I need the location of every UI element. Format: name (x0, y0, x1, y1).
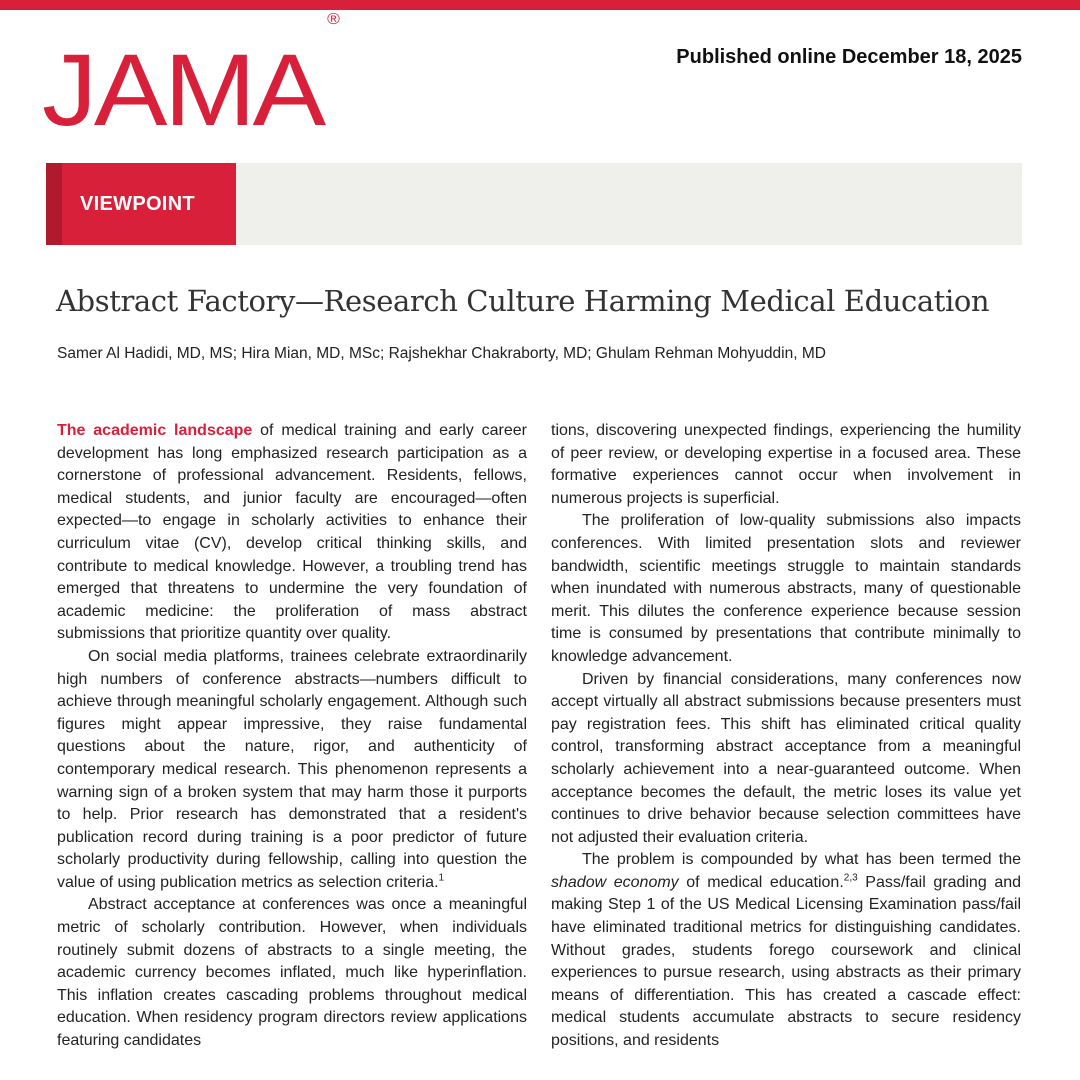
reference-superscript: 2,3 (843, 872, 858, 884)
article-authors: Samer Al Hadidi, MD, MS; Hira Mian, MD, MSc; Rajshekhar Chakraborty, MD; Ghulam Rehman Mohyuddin, MD (57, 345, 826, 362)
paragraph-text: The problem is compounded by what has been termed the (582, 851, 1021, 869)
paragraph-text: On social media platforms, trainees celebrate extraordinarily high numbers of conference abstracts—numbers difficult to achieve through meaningful scholarly engagement. Although such figures might appear impressive, they raise fundamental questions about the nature, rigor, and authenticity of contemporary medical research. This phenomenon represents a warning sign of a broken system that may harm those it purports to help. Prior research has demonstrated that a resident's publication record during training is a poor predictor of future scholarly productivity during fellowship, calling into question the value of using publication metrics as selection criteria. (57, 647, 527, 891)
body-column-left (57, 420, 527, 1053)
paragraph-text: The proliferation of low-quality submissions also impacts conferences. With limited presentation slots and reviewer bandwidth, scientific meetings struggle to maintain standards when inundated with numerous abstracts, many of questionable merit. This dilutes the conference experience because session time is consumed by presentations that contribute minimally to knowledge advancement. (551, 512, 1021, 665)
paragraph (57, 420, 527, 646)
paragraph (551, 510, 1021, 668)
emphasized-term: shadow economy (551, 873, 679, 891)
paragraph-text: Abstract acceptance at conferences was once a meaningful metric of scholarly contribution. However, when individuals routinely submit dozens of abstracts to a single meeting, the academic currency becomes inflated, much like hyperinflation. This inflation creates cascading problems throughout medical education. When residency program directors review applications featuring candidates (57, 896, 527, 1050)
paragraph-text: tions, discovering unexpected findings, experiencing the humility of peer review, or developing expertise in a focused area. These formative experiences cannot occur when involvement in numerous projects is superficial. (551, 422, 1021, 507)
paragraph (551, 669, 1021, 850)
article-title: Abstract Factory—Research Culture Harming Medical Education (56, 284, 990, 318)
top-accent-bar (0, 0, 1080, 10)
paragraph-text: of medical education. (678, 873, 844, 891)
journal-name: JAMA (42, 33, 323, 147)
paragraph (551, 849, 1021, 1052)
journal-logo (42, 11, 340, 147)
paragraph-text: of medical training and early career development has long emphasized research participation as a cornerstone of professional advancement. Residents, fellows, medical students, and junior faculty are encouraged—often expected—to engage in scholarly activities to enhance their curriculum vitae (CV), develop critical thinking skills, and contribute to medical knowledge. However, a troubling trend has emerged that threatens to undermine the very foundation of academic medicine: the proliferation of mass abstract submissions that prioritize quantity over quality. (57, 422, 527, 643)
lead-in: The academic landscape (57, 422, 253, 439)
paragraph (57, 894, 527, 1052)
paragraph-text: Pass/fail grading and making Step 1 of the US Medical Licensing Examination pass/fail have eliminated traditional metrics for distinguishing candidates. Without grades, students forego coursework and clinical experiences to pursue research, using abstracts as their primary means of differentiation. This has created a cascade effect: medical students accumulate abstracts to secure residency positions, and residents (551, 873, 1022, 1050)
paragraph-text: Driven by financial considerations, many conferences now accept virtually all abstract submissions because presenters must pay registration fees. This shift has eliminated critical quality control, transforming abstract acceptance from a meaningful scholarly achievement into a near-guaranteed outcome. When acceptance becomes the default, the metric loses its value yet continues to drive behavior because selection committees have not adjusted their evaluation criteria. (551, 670, 1021, 846)
paragraph (551, 420, 1021, 510)
body-column-right (551, 420, 1021, 1053)
publication-date: Published online December 18, 2025 (676, 46, 1022, 68)
paragraph (57, 646, 527, 895)
registered-mark: ® (327, 11, 340, 28)
section-label: VIEWPOINT (46, 163, 236, 245)
reference-superscript: 1 (438, 872, 445, 884)
